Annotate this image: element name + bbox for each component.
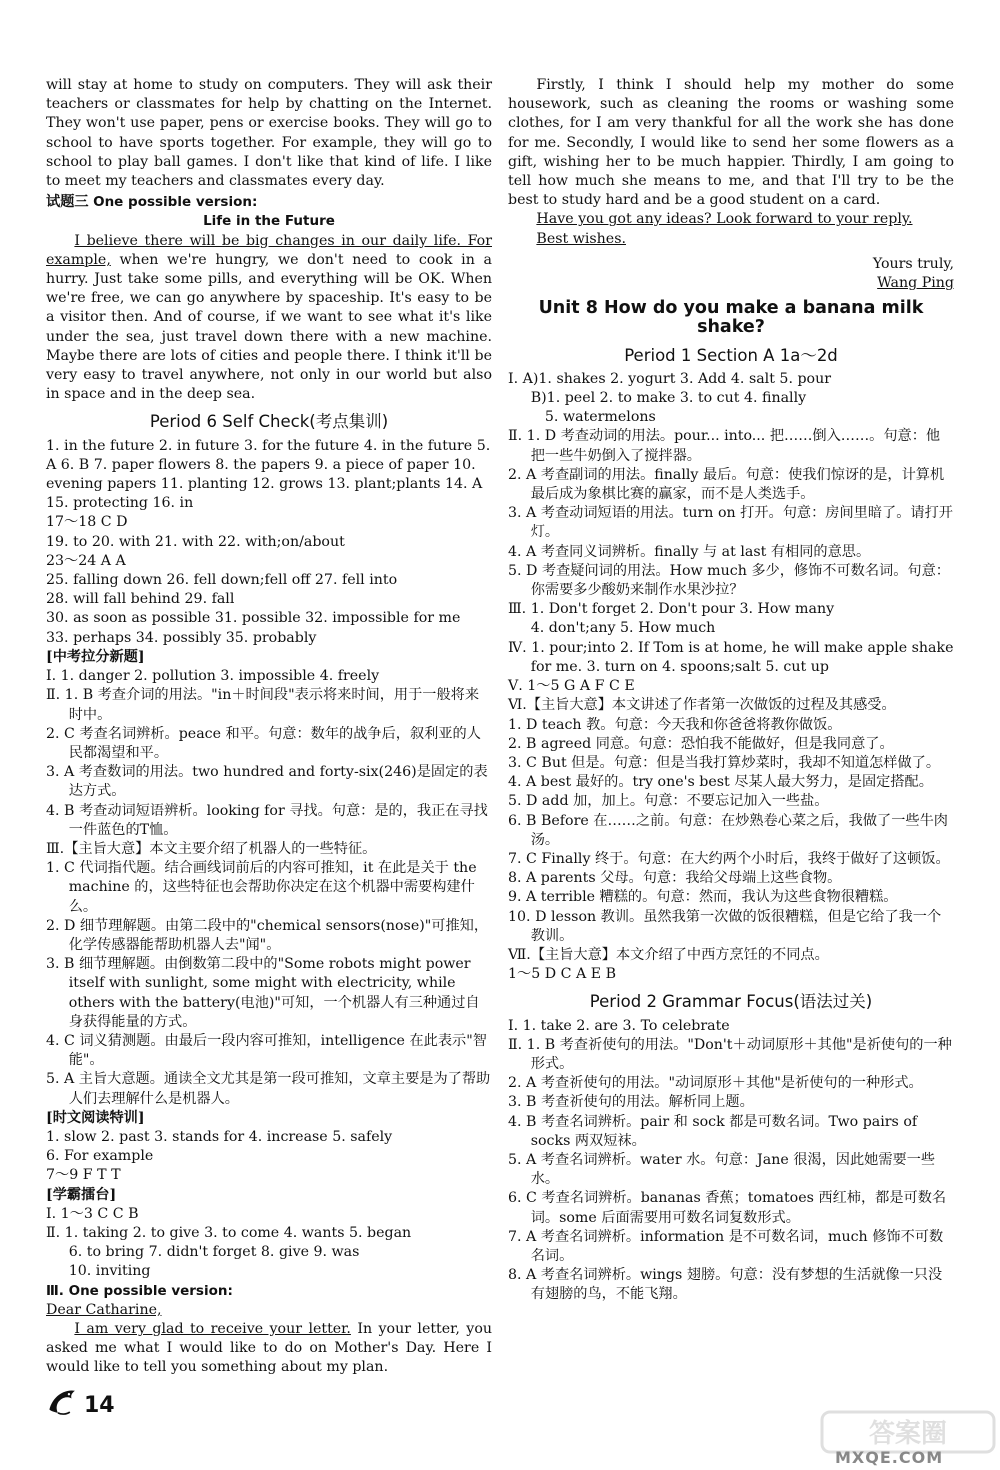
answer-line: 7. C Finally 终于。句意：在大约两个小时后，我终于做好了这顿饭。 — [508, 850, 950, 867]
answer-line: 10. D lesson 教训。虽然我第一次做的饭很糟糕，但是它给了我一个教训。 — [508, 908, 942, 944]
answer-line: 1. C 代词指代题。结合画线词前后的内容可推知，it 在此是关于 the machine 的，这些特征也会帮助你决定在这个机器中需要构建什么。 — [46, 860, 477, 915]
watermark-text: MXQE.COM — [835, 1448, 944, 1467]
answer-line: 28. will fall behind 29. fall — [46, 591, 235, 608]
answer-line: 25. falling down 26. fell down;fell off 27. fell into — [46, 572, 398, 589]
answer-line: Ⅱ. 1. D 考查动词的用法。pour... into... 把……倒入……。句意：他把一些牛奶倒入了搅拌器。 — [508, 428, 941, 464]
answer-line: 5. watermelons — [544, 409, 656, 426]
answer-line: 30. as soon as possible 31. possible 32. impossible for me — [46, 610, 461, 627]
xueba-answers — [46, 1205, 492, 1282]
answer-line: 6. B Before 在……之前。句意：在炒熟卷心菜之后，我做了一些牛肉汤。 — [508, 812, 948, 848]
answer-line: 3. B 细节理解题。由倒数第二段中的"Some robots might power itself with sunlight, some might with electricity, while others with the battery(电池)"可知，一个机器人有三种通过自身获得能量的方式。 — [46, 956, 480, 1030]
answer-line: 8. A 考查名词辨析。wings 翅膀。句意：没有梦想的生活就像一只没有翅膀的鸟，不能飞翔。 — [508, 1267, 943, 1303]
answer-line: Ⅵ.【主旨大意】本文讲述了作者第一次做饭的过程及其感受。 — [508, 697, 896, 714]
answer-line: Ⅰ. 1. take 2. are 3. To celebrate — [508, 1017, 730, 1034]
right-column — [508, 76, 954, 1305]
answer-line: Ⅱ. 1. B 考查介词的用法。"in＋时间段"表示将来时间，用于一般将来时中。 — [46, 687, 480, 723]
xueba-writing-label: Ⅲ. One possible version: — [46, 1282, 233, 1299]
answer-line: Ⅲ.【主旨大意】本文主要介绍了机器人的一些特征。 — [46, 840, 377, 857]
essay-body — [46, 232, 492, 405]
answer-line: 4. A 考查同义词辨析。finally 与 at last 有相同的意思。 — [508, 543, 871, 560]
letter-body: Firstly, I think I should help my mother do some housework, such as cleaning the rooms or washing some clothes, for I am very thankful for all the work she has done for me. Secondly, I would like to send her some flowers as a gift, wishing her to be much happier. Thirdly, I am going to tell how much she means to me, and that I'll try to be the best to study hard and be a good student on a card. — [508, 77, 954, 209]
answer-line: 5. D 考查疑问词的用法。How much 多少，修饰不可数名词。句意：你需要多少酸奶来制作水果沙拉？ — [508, 562, 950, 599]
zhongkao-answers — [46, 667, 492, 1109]
period6-title: Period 6 Self Check(考点集训) — [149, 412, 389, 432]
watermark-logo-text: 答案圈 — [868, 1419, 948, 1449]
answer-line: 2. A 考查副词的用法。finally 最后。句意：使我们惊讶的是，计算机最后成为象棋比赛的赢家，而不是人类选手。 — [508, 466, 945, 503]
answer-line: 6. C 考查名词辨析。bananas 香蕉；tomatoes 西红柿，都是可数名词。some 后面需要用可数名词复数形式。 — [508, 1190, 947, 1226]
answer-line: Ⅴ. 1～5 G A F C E — [508, 678, 635, 695]
answer-line: 1. slow 2. past 3. stands for 4. increase 5. safely — [46, 1128, 393, 1145]
answer-line: 1. in the future 2. in future 3. for the future 4. in the future 5. A 6. B 7. paper flowers 8. the papers 9. a piece of paper 10. evening papers 11. planting 12. grows 13. plant;plants 14. A 15. protecting 16. in — [46, 437, 491, 512]
answer-line: 2. C 考查名词辨析。peace 和平。句意：数年的战争后，叙利亚的人民都渴望和平。 — [46, 725, 481, 761]
answer-line: Ⅰ. A)1. shakes 2. yogurt 3. Add 4. salt 5. pour — [508, 370, 832, 387]
answer-line: 7. A 考查名词辨析。information 是不可数名词，much 修饰不可数名词。 — [508, 1228, 944, 1264]
period2-title: Period 2 Grammar Focus(语法过关) — [589, 992, 873, 1012]
essay-underlined-opening: I believe there will be big changes in our daily life. For example, — [46, 232, 492, 268]
letter-closing: Yours truly, — [872, 255, 954, 272]
letter-salutation: Dear Catharine, — [46, 1301, 162, 1318]
answer-line: 7～9 F T T — [46, 1167, 121, 1184]
dolphin-logo-icon — [46, 1384, 80, 1418]
answer-line: 3. B 考查祈使句的用法。解析同上题。 — [508, 1094, 754, 1111]
period1-answers — [508, 370, 954, 985]
test3-label: 试题三 — [46, 194, 89, 211]
essay-title: Life in the Future — [203, 213, 335, 230]
self-check-answers — [46, 437, 492, 648]
answer-line: Ⅶ.【主旨大意】本文介绍了中西方烹饪的不同点。 — [508, 946, 829, 963]
answer-line: 9. A terrible 糟糕的。句意：然而，我认为这些食物很糟糕。 — [508, 889, 898, 906]
answer-line: 4. B 考查名词辨析。pair 和 sock 都是可数名词。Two pairs of socks 两双短袜。 — [508, 1113, 918, 1149]
unit-title: Unit 8 How do you make a banana milk shake? — [538, 298, 924, 338]
answer-line: 5. A 考查名词辨析。water 水。句意：Jane 很渴，因此她需要一些水。 — [508, 1151, 936, 1188]
answer-line: 10. inviting — [68, 1263, 151, 1280]
answer-line: 5. D add 加，加上。句意：不要忘记加入一些盐。 — [508, 793, 829, 810]
section-head-shiwen: [时文阅读特训] — [46, 1109, 145, 1126]
answer-line: 6. For example — [46, 1148, 154, 1165]
test3-header — [46, 193, 492, 212]
answer-line: 3. C But 但是。句意：但是当我打算炒菜时，我却不知道怎样做了。 — [508, 754, 941, 771]
page-footer — [46, 1384, 115, 1418]
section-head-xueba: [学霸擂台] — [46, 1186, 117, 1203]
answer-line: 3. A 考查动词短语的用法。turn on 打开。句意：房间里暗了。请打开灯。 — [508, 505, 953, 541]
answer-line: 2. A 考查祈使句的用法。"动词原形＋其他"是祈使句的一种形式。 — [508, 1075, 923, 1092]
answer-line: 8. A parents 父母。句意：我给父母端上这些食物。 — [508, 870, 842, 887]
answer-line: Ⅰ. 1. danger 2. pollution 3. impossible 4. freely — [46, 668, 380, 685]
left-column — [46, 76, 492, 1378]
answer-line: Ⅰ. 1～3 C C B — [46, 1205, 139, 1222]
answer-line: 1～5 D C A E B — [508, 966, 617, 983]
answer-line: 23～24 A A — [46, 552, 126, 569]
answer-line: 33. perhaps 34. possibly 35. probably — [46, 629, 317, 646]
test3-version: One possible version: — [93, 194, 258, 211]
answer-line: Ⅱ. 1. taking 2. to give 3. to come 4. wants 5. began — [46, 1224, 412, 1241]
answer-line: 6. to bring 7. didn't forget 8. give 9. was — [68, 1244, 360, 1261]
answer-line: 4. B 考查动词短语辨析。looking for 寻找。句意：是的，我正在寻找一件蓝色的T恤。 — [46, 802, 488, 838]
answer-line: 4. don't;any 5. How much — [530, 620, 716, 637]
answer-line: B)1. peel 2. to make 3. to cut 4. finally — [530, 390, 807, 407]
answer-line: Ⅲ. 1. Don't forget 2. Don't pour 3. How many — [508, 601, 835, 618]
letter-opening-rest: In your letter, you asked me what I would like to do on Mother's Day. Here I would like to tell you something about my plan. — [46, 1321, 493, 1376]
answer-line: 19. to 20. with 21. with 22. with;on/about — [46, 533, 345, 550]
answer-line: 4. C 词义猜测题。由最后一段内容可推知，intelligence 在此表示"智能"。 — [46, 1032, 487, 1069]
answer-line: 2. B agreed 同意。句意：恐怕我不能做好，但是我同意了。 — [508, 735, 894, 752]
letter-wish: Best wishes. — [536, 230, 626, 247]
answer-line: 5. A 主旨大意题。通读全文尤其是第一段可推知，文章主要是为了帮助人们去理解什么是机器人。 — [46, 1071, 491, 1107]
letter-underlined-opening: I am very glad to receive your letter. — [74, 1321, 351, 1337]
answer-line: Ⅱ. 1. B 考查祈使句的用法。"Don't＋动词原形＋其他"是祈使句的一种形式。 — [508, 1036, 952, 1072]
answer-line: 3. A 考查数词的用法。two hundred and forty-six(246)是固定的表达方式。 — [46, 764, 488, 800]
essay-continuation: will stay at home to study on computers. They will ask their teachers or classmates for help by chatting on the Internet. They won't use paper, pens or exercise books. They will go to school to have sports together. For example, they will go to school to play ball games. I don't like that kind of life. I like to meet my teachers and classmates every day. — [46, 77, 492, 190]
shiwen-answers — [46, 1128, 492, 1186]
answer-line: 2. D 细节理解题。由第二段中的"chemical sensors(nose)"可推知，化学传感器能帮助机器人去"闻"。 — [46, 917, 489, 953]
page-number: 14 — [84, 1393, 115, 1418]
answer-line: 4. A best 最好的。try one's best 尽某人最大努力，是固定搭配。 — [508, 774, 933, 791]
answer-line: Ⅳ. 1. pour;into 2. If Tom is at home, he will make apple shake for me. 3. turn on 4. spoons;salt 5. cut up — [508, 639, 954, 675]
answer-line: 17～18 C D — [46, 514, 128, 531]
letter-signature: Wang Ping — [877, 275, 954, 292]
answer-line: 1. D teach 教。句意：今天我和你爸爸将教你做饭。 — [508, 716, 842, 733]
period2-answers — [508, 1017, 954, 1305]
period1-title: Period 1 Section A 1a～2d — [624, 345, 838, 365]
essay-rest: when we're hungry, we don't need to cook in a hurry. Just take some pills, and everything will be OK. When we're free, we can go anywhere by spaceship. It's easy to be a visitor then. And of course, if we want to see what it's like under the sea, just travel down there with a new machine. Maybe there are lots of cities and people there. I think it'll be very easy to travel anywhere, not only in our world but also in space and in the deep sea. — [46, 251, 492, 403]
section-head-zhongkao: [中考拉分新题] — [46, 648, 145, 665]
letter-ask: Have you got any ideas? Look forward to your reply. — [536, 211, 913, 228]
letter-opening — [46, 1320, 492, 1378]
